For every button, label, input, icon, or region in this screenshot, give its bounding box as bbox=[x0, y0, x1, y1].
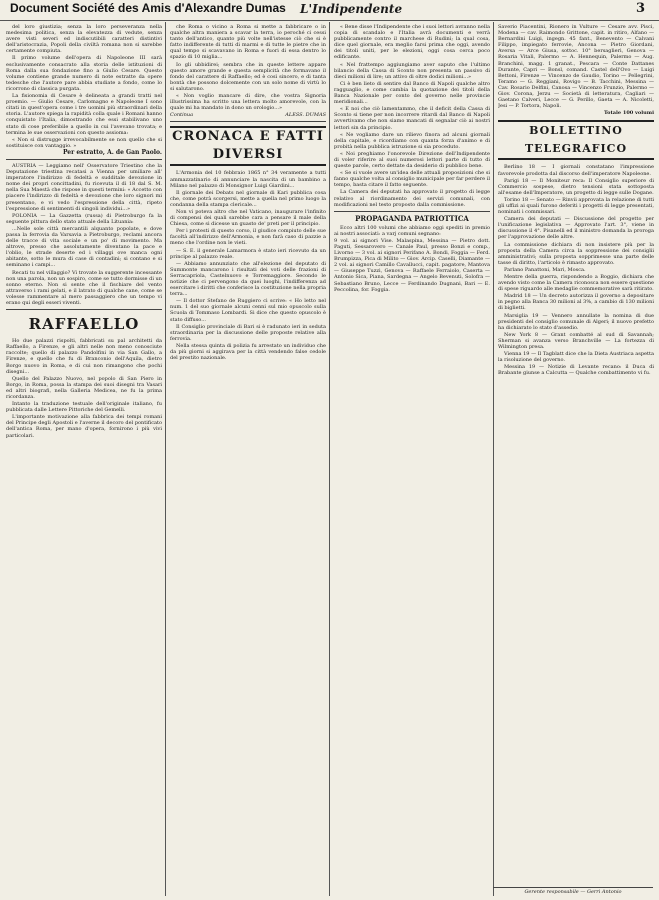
footer-responsible: Gerente responsabile — Gerri Antonio bbox=[493, 887, 653, 895]
total-volumes: Totale 100 volumi bbox=[604, 110, 654, 117]
paragraph: Io gli ubbidirei; sembra che in queste lettere appare questo amore grande e questa semplicità che formavano il fondo del carattere di Raffaello; ed è così sincero, e di tanta bontà che possono dolcemente con un solo nome di virtù lo si salutarono. bbox=[170, 61, 326, 92]
paragraph: Intanto la traduzione testuale dell'originale italiano, fu pubblicata dalle Lettere Pittoriche del Gemelli. bbox=[6, 401, 162, 414]
signature: Per estratto, A. de Gan Paolo. bbox=[62, 148, 162, 156]
telegram: Parlano Panattoni, Mari, Mosca. bbox=[504, 266, 586, 273]
telegram: Parigi 18 — Il Moniteur reca: Il Consiglio superiore di Commercio sospese, dietro tensioni stata sottoposta all'esame dell'Imperatore, un progetto di legge sulle Dogane. bbox=[498, 177, 654, 196]
paragraph: che Roma o vicino a Roma si mette a fabbricare o in qualche altra maniera a scavar la terra, io peroché ci cessi tanto dell'antico, quanto più volte nell'istesse ciò che si è fatto indifferente di tutti di marmi e di tutte le pietre che in qual tempo si scavavano in Roma e fuori di essa dentro lo spazio di 10 miglia... bbox=[170, 24, 326, 61]
separator bbox=[6, 159, 162, 160]
paragraph: — Il dottor Stefano de Ruggiero ci scrive: « Ho letto nel num. 1 del suo giornale alcuni cenni sul mio opuscolo sulla Scuola di Tommaso Lombardi. Si dice che questo opuscolo è stato diffuso... bbox=[170, 298, 326, 323]
telegram: Mentre della guerra, rispondendo a Boggio, dichiara che avendo visto come la Camera riconosca non essere questione di spese riguardo alle medaglie commemorative sarà ritirato. bbox=[498, 274, 654, 293]
paragraph: Ho due palazzi rispolti, fabbricati su pal architetti da Raffaello, a Firenze, e gli altri nelle non meno conosciute raccolte; quello di palazzo Pandolfini in via San Gallo, a Firenze, e quello che fu di Branconio dell'Aquila, dietro Borgo nuovo in Roma, e di cui non rimangono che pochi disegni... bbox=[6, 338, 162, 375]
paragraph: Per i protesti di questo corso, il giudice compiuto delle sue facoltà all'indirizzo dell'Armonia, e non farà caso di pazzie a meno che l'ordine non le vieti. bbox=[170, 228, 326, 247]
telegram: Marsiglia 19 — Vennero annullate la nomina di due presidenti del consiglio comunale di Algeri; il nuovo prefetto ha dichiarato lo stato d'assedio. bbox=[498, 312, 654, 331]
paragraph: « Non voglio mancare di dire, che vostra Signoria illustrissima ha scritto una lettera molto amorevole, con la quale mi ha mandato in dono un orologio...» bbox=[170, 93, 326, 112]
column-3 bbox=[334, 24, 490, 896]
paragraph: Ecco altri 100 volumi che abbiamo oggi spediti in premio ai nostri associati: a varj comuni segnano: bbox=[334, 224, 490, 237]
subscriber-list: Saverio Piacentini, Rionero in Vulture — Cesare avv. Pisci, Modena — cav. Raimondo Grittone, capit. in ritiro, Alfano — Bernardini Luigi, ingegn. 45 fant., Benevento — Calvani Filippo, impiegato ferrovie, Ancona — Pietro Giordani, Aversa — Arce Giusa, sottoc. 10° bersaglieri, Genova — Rosaria Vitali, Palermo — A. Hennequin, Palermo — Aug. Branchini, magg. 1 granat., Pescara — Conte Dattanes Durante, Capri — Bonsl, comand. Castel dell'Ovo — Luigi Bettoni, Firenze — Vincenzo de Gaudio, Torino — Pellegrini, Teramo — G. Reggiani, Rovigo — B. Tacchini, Messina — Cav. Rosario Delfini, Canosa — Vincenzo Frunzio, Palermo — Giov. Corona, Jerzu — Società di letteratura, Cagliari — Gaetano Calveri, Lecce — G. Perillo, Gaeta — A. Nicoletti, Jesi — P. Tortora, Napoli. bbox=[498, 24, 654, 110]
section-heading-propaganda: PROPAGANDA PATRIOTTICA bbox=[355, 213, 469, 223]
paragraph: Il Consiglio provinciale di Bari si è radunato ieri in seduta straordinaria per la discussione delle proposte relative alla ferrovia. bbox=[170, 323, 326, 342]
paragraph: « Bene disse l'Indipendente che i suoi lettori avranno nella copia di scandalo e l'Italia avrà documenti e verrà pubblicamente contro il marchese di Rudinì; la qual cosa, dice quel giornale, era meglio farsi prima che oggi, avendo dei titoli uniti, per le elezioni, oggi cosa cerca poco edificante. bbox=[334, 24, 490, 61]
paragraph: Recati tu nel villaggio? Vi trovate la suggerente incessante non una parola, non un sospiro, come se tutto dormisse di un sonno eterno. Non si sente che il fischiare del vento attraverso i rami gelati, e il latrato di qualche cane, come se volesse rammentare al mero passaggiero che un tempo vi erano qui degli esseri viventi. bbox=[6, 269, 162, 307]
paragraph: Nella stessa quinta di polizia fu arrestato un individuo che da più giorni si aggirava per la città vendendo false cedole del prestito nazionale. bbox=[170, 342, 326, 362]
separator bbox=[6, 309, 162, 310]
feuilleton-title: RAFFAELLO bbox=[28, 315, 140, 334]
paragraph: Ci è ben lieto di sentire dal Banco di Napoli qualche altro ragguaglio, e come cambia la quotazione dei titoli della Banca Nazionale per conto del governo nelle provincie meridionali... bbox=[334, 80, 490, 106]
column-1 bbox=[6, 24, 162, 896]
paragraph: L'Armonia del 10 febbraio 1865 n° 34 veramente a tutti ammazzatinario di annunciare la nascita di un bambino a Milano nel palazzo di Monsignor Luigi Giardini... bbox=[170, 170, 326, 189]
section-heading-cronaca: CRONACA E FATTI DIVERSI bbox=[170, 126, 326, 166]
page-number: 3 bbox=[636, 1, 646, 16]
section-heading-bollettino: BOLLETTINO TELEGRAFICO bbox=[498, 120, 654, 160]
telegram: Vienna 19 — Il Tagblatt dice che la Dieta Austriaca aspetta la risoluzione del governo. bbox=[498, 351, 654, 364]
column-2 bbox=[170, 24, 326, 896]
paragraph: « Noi preghiamo l'onorevole Direzione dell'Indipendente di voler riferire al suoi numerosi lettori parte di tutto di queste parole, certo dettate da desiderio di pubblico bene. bbox=[334, 150, 490, 170]
telegram: Torino 18 — Senato — Rinvii approvata la relazione di tutti gli uffizi ai quali furono deferiti i progetti di legge presentati, nominati i commissari. bbox=[498, 196, 654, 216]
telegram: New York 8 — Grant combatté al sud di Savannah; Sherman si avanza verso Branchville — La fortezza di Wilmington presa. bbox=[498, 331, 654, 351]
column-rule bbox=[493, 22, 494, 896]
feuilleton-signature bbox=[170, 112, 326, 118]
paragraph: L'importante motivazione alla fabbrica dei tempi romani del Principe degli Apostoli e l'averne il decoro del pontificato dell'antica Roma, per mano d'opera, fornirono i più vivi particolari. bbox=[6, 414, 162, 439]
column-rule bbox=[165, 22, 166, 896]
column-rule bbox=[329, 22, 330, 896]
paragraph: AUSTRIA — Leggiamo nell' Osservatore Triestino che la Deputazione triestina recatasi a Vienna per umiliare all' imperatore l'indirizzo di fedeltà e sudditale devozione in nome dei propri concittadini, fu ricevuta il dì 18 dal S. M. nella Sua Maestà che rispose in questi termini: « Accetto con piacere l'indirizzo di fedeltà e devozione che loro signori mi presentano, e vi vedo l'espressione della città, ripeto l'espressione di sentimenti di singoli individui...» bbox=[6, 162, 162, 212]
subscriber-list: 9 vol. ai signori Vise. Malaspina, Messina — Pietro dott. Paguti, Sessarovero — Canale Paul, presso Bonzi e comp., Livorno — 3 vol. ai signori Perifano A. Bondi, Foggia — Ferd. Brumpizza, Pica di Milito — Giov. Arcip. Caselli, Diamante — 2 vol. ai signori Camillo Cavallucci, capit. pagatore, Mantova — Giuseppe Tuzzi, Genova — Raffaele Ferraiolo, Caserta — Antonio Sica, Piana, Sardegna — Angelo Bevenuti, Solofra — Sebastiano Bruno, Lecce — Ferdinando Dugnani, Bari — E. Peccolina, for. Foggia. bbox=[334, 237, 490, 293]
paragraph: Il giornale dei Debats nel giornale di Kari pubblica cosa che, come potrà scorgersi, mette a quella nel primo luogo la condanna della stampa clericale... bbox=[170, 189, 326, 208]
paragraph: « Se si vuole avere un'idea delle attuali proposizioni che si fanno qualche volta al consiglio municipale per far perdere il tempo, basta citare il fatto seguente. bbox=[334, 170, 490, 189]
paragraph: La fisionomia di Cesare è delineata a grandi tratti nel proemio. — Giulio Cesare, Carlomagno e Napoleone I sono citati in quest'opera come i tre uomini più straordinari della storia. L'autore spiega la rapidità colla quale i Romani hanno conquistato l'Italia, dimostrando che essi stabilivano uno stato di cose preferibile a quello in cui l'avevano trovata; e termina le sue osservazioni con questo assioma: bbox=[6, 93, 162, 136]
author-name: ALESS. DUMAS bbox=[285, 112, 326, 119]
telegram: Camera dei deputati — Discussione del progetto per l'unificazione legislativa — Approvato l'art. 3°, viene in discussione il 4°. Pisanelli ed il ministro domanda la proroga per l'approvazione delle altre. bbox=[498, 216, 654, 241]
newspaper-title: L'Indipendente bbox=[300, 2, 403, 16]
telegram: Berlino 18 — I giornali constatano l'impressione favorevole prodotta dal discorso dell'imperatore Napoleone. bbox=[498, 164, 654, 177]
paragraph: « Nel frattempo aggiungiamo aver saputo che l'ultimo bilancio della Cassa di Sconto non presenta un passivo di dieci milioni di lire; un attivo di oltre dodici milioni...» bbox=[334, 61, 490, 80]
paragraph: del loro giustizia; senza la loro perseveranza nella medesima politica, senza la elevatezza di vedute, senza avere visti severi ed indiscutibili caratteri distintivi dell'aristocrazia, Popoli della civiltà romana non si sarebbe certamente compiuta. bbox=[6, 24, 162, 55]
paragraph: La Camera dei deputati ha approvato il progetto di legge relativo al riordinamento dei servizi comunali, con modificazioni nel testo proposto dalla commissione. bbox=[334, 189, 490, 208]
telegram: Madrid 18 — Un decreto autorizza il governo a depositare in pegno alla Banca 30 milioni al 3%, a cambio di 130 milioni di biglietti. bbox=[498, 293, 654, 312]
paragraph: « Ne vogliamo dare un rilievo finora ad alcuni giornali della capitale, e ricordiamo con quanta forza d'animo e di probità nella pubblica istruzione si sia proceduto. bbox=[334, 131, 490, 150]
paragraph: Non vi poteva altro che nel Vaticano, inaugurare l'infinito di compensi dei quali sarebbe cara a pensare il male della Chiesa, come si dicesse un guasto de' preti per il principio. bbox=[170, 208, 326, 228]
telegram: La commissione dichiara di non insistere più per la proposta della Camera circa la soppressione dei consiglii amministrativi; sulla proposta sopprimesse una parte delle tasse di diritto, l'articolo è rimasto approvato. bbox=[498, 241, 654, 266]
page-header bbox=[0, 0, 659, 21]
separator bbox=[170, 121, 326, 122]
paragraph: POLONIA — La Gazzetta (russa) di Pietroburgo fa la seguente pittura dello stato attuale della Lituania: bbox=[6, 212, 162, 225]
paragraph: Il primo volume dell'opera di Napoleone III sarà esclusivamente consacrato alla storia delle istituzioni di Roma dalla sua fondazione fino a Giulio Cesare. Questo volume contiene grande numero di note estratte da opere tedesche che l'autore pare abbia studiate a fondo, come lo ricorrono di classica purgata. bbox=[6, 55, 162, 92]
paragraph: — Abbiamo annunziato che all'elezione del deputato di Summonte mancarono i risultati dei voti delle frazioni di Serracapriola, Castelnuovo e Torremaggiore. Secondo le notizie che ci pervengono da quei luoghi, l'indifferenza ad esercitare i diritti che conferisce la costituzione nella propria terra... bbox=[170, 260, 326, 298]
paragraph: — S. E. il generale Lamarmora è stato ieri ricevuto da un principe al palazzo reale. bbox=[170, 247, 326, 260]
source-credit: Document Société des Amis d'Alexandre Dumas bbox=[10, 1, 286, 15]
continued-label: Continua bbox=[170, 112, 194, 119]
paragraph: Quello del Palazzo Nuovo, nel popolo di San Piero in Borgo, in Roma, possa la stampa dei suoi disegni tra Vasari ed altri biografi, nella Galleria Medicea, ne fu la prima ricordanza. bbox=[6, 375, 162, 400]
paragraph: ...Nelle sole città mercantili alquanto popolate, e dove passa la ferrovia da Varsavia a Pietroburgo, reclami ancora delle tracce di vita sociale e un po' di movimento. Ma altrove, presso che assolutamente diventano la pace e l'oblio, le strade deserte ed i villaggi ove manca ogni abitante, sotto le mura di case di contadini; si contano e si seminano i campi... bbox=[6, 225, 162, 269]
separator bbox=[334, 211, 490, 212]
column-4 bbox=[498, 24, 654, 884]
paragraph: « Non si distrugge irrevocabilmente se non quello che si sostituisce con vantaggio. » bbox=[6, 136, 162, 149]
telegram: Messina 19 — Notizie di Levante recano: il Duca di Brabante giunse a Calcutta — Qualche combattimento vi fu. bbox=[498, 364, 654, 377]
paragraph: « E noi che ciò lamentammo, che il deficit della Cassa di Sconto si tiene per non incorrere ritardi dal Banco di Napoli avvertivamo che non siamo mancati di segnalar ciò ai nostri lettori sin da principio. bbox=[334, 106, 490, 131]
